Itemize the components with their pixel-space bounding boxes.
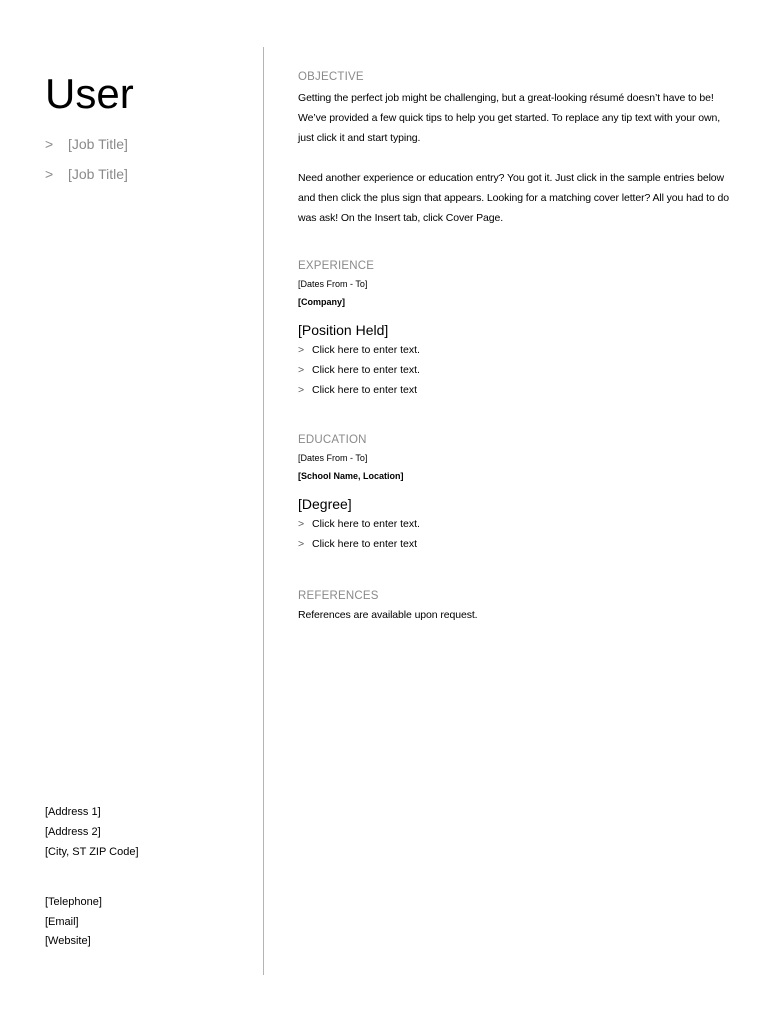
contact-block bbox=[45, 893, 102, 952]
position-held[interactable]: [Position Held] bbox=[298, 322, 389, 338]
list-item[interactable] bbox=[298, 340, 738, 360]
chevron-right-icon: > bbox=[298, 364, 305, 376]
experience-section bbox=[298, 257, 738, 400]
objective-heading: OBJECTIVE bbox=[298, 71, 364, 83]
objective-paragraph-1[interactable]: Getting the perfect job might be challenging, but a great-looking résumé doesn’t have to be! We’ve provided a few quick tips to help you get started. To replace any tip text with your own, just click it and start typing. bbox=[298, 92, 721, 144]
email-field[interactable]: [Email] bbox=[45, 915, 79, 928]
education-section bbox=[298, 431, 738, 554]
references-heading: REFERENCES bbox=[298, 590, 379, 602]
objective-paragraph-2[interactable]: Need another experience or education entry? You got it. Just click in the sample entries below and then click the plus sign that appears. Looking for a matching cover letter? All you had to do was ask! On the Insert tab, click Cover Page. bbox=[298, 172, 729, 224]
experience-bullet-list bbox=[298, 340, 738, 400]
list-item-text[interactable]: Click here to enter text. bbox=[312, 364, 420, 376]
website-field[interactable]: [Website] bbox=[45, 935, 91, 947]
chevron-right-icon: > bbox=[298, 518, 305, 530]
list-item[interactable] bbox=[298, 360, 738, 380]
list-item-text[interactable]: Click here to enter text bbox=[312, 538, 418, 550]
list-item-text[interactable]: Click here to enter text. bbox=[312, 344, 420, 356]
education-school[interactable]: [School Name, Location] bbox=[298, 471, 404, 481]
address-line-2[interactable]: [Address 2] bbox=[45, 826, 101, 838]
resume-name[interactable]: User bbox=[45, 70, 134, 117]
job-title-item[interactable] bbox=[45, 164, 128, 194]
references-section bbox=[298, 587, 738, 625]
education-heading: EDUCATION bbox=[298, 434, 367, 446]
degree[interactable]: [Degree] bbox=[298, 496, 352, 512]
job-title-placeholder[interactable]: [Job Title] bbox=[68, 136, 128, 152]
job-title-item[interactable] bbox=[45, 134, 128, 164]
job-title-list bbox=[45, 134, 128, 194]
address-block bbox=[45, 802, 139, 862]
address-city-line[interactable]: [City, ST ZIP Code] bbox=[45, 846, 139, 858]
chevron-right-icon: > bbox=[45, 166, 54, 182]
education-dates[interactable]: [Dates From - To] bbox=[298, 453, 368, 463]
experience-heading: EXPERIENCE bbox=[298, 260, 375, 272]
main-content bbox=[298, 68, 738, 625]
telephone-field[interactable]: [Telephone] bbox=[45, 896, 102, 908]
column-divider bbox=[263, 47, 264, 975]
chevron-right-icon: > bbox=[45, 136, 54, 152]
address-line-1[interactable]: [Address 1] bbox=[45, 806, 101, 818]
list-item[interactable] bbox=[298, 534, 738, 554]
references-text[interactable]: References are available upon request. bbox=[298, 609, 478, 621]
chevron-right-icon: > bbox=[298, 384, 305, 396]
job-title-placeholder[interactable]: [Job Title] bbox=[68, 166, 128, 182]
objective-section bbox=[298, 68, 738, 228]
experience-dates[interactable]: [Dates From - To] bbox=[298, 279, 368, 289]
experience-company[interactable]: [Company] bbox=[298, 297, 345, 307]
education-bullet-list bbox=[298, 514, 738, 554]
list-item[interactable] bbox=[298, 514, 738, 534]
list-item-text[interactable]: Click here to enter text. bbox=[312, 518, 420, 530]
chevron-right-icon: > bbox=[298, 538, 305, 550]
list-item-text[interactable]: Click here to enter text bbox=[312, 384, 418, 396]
list-item[interactable] bbox=[298, 380, 738, 400]
chevron-right-icon: > bbox=[298, 344, 305, 356]
